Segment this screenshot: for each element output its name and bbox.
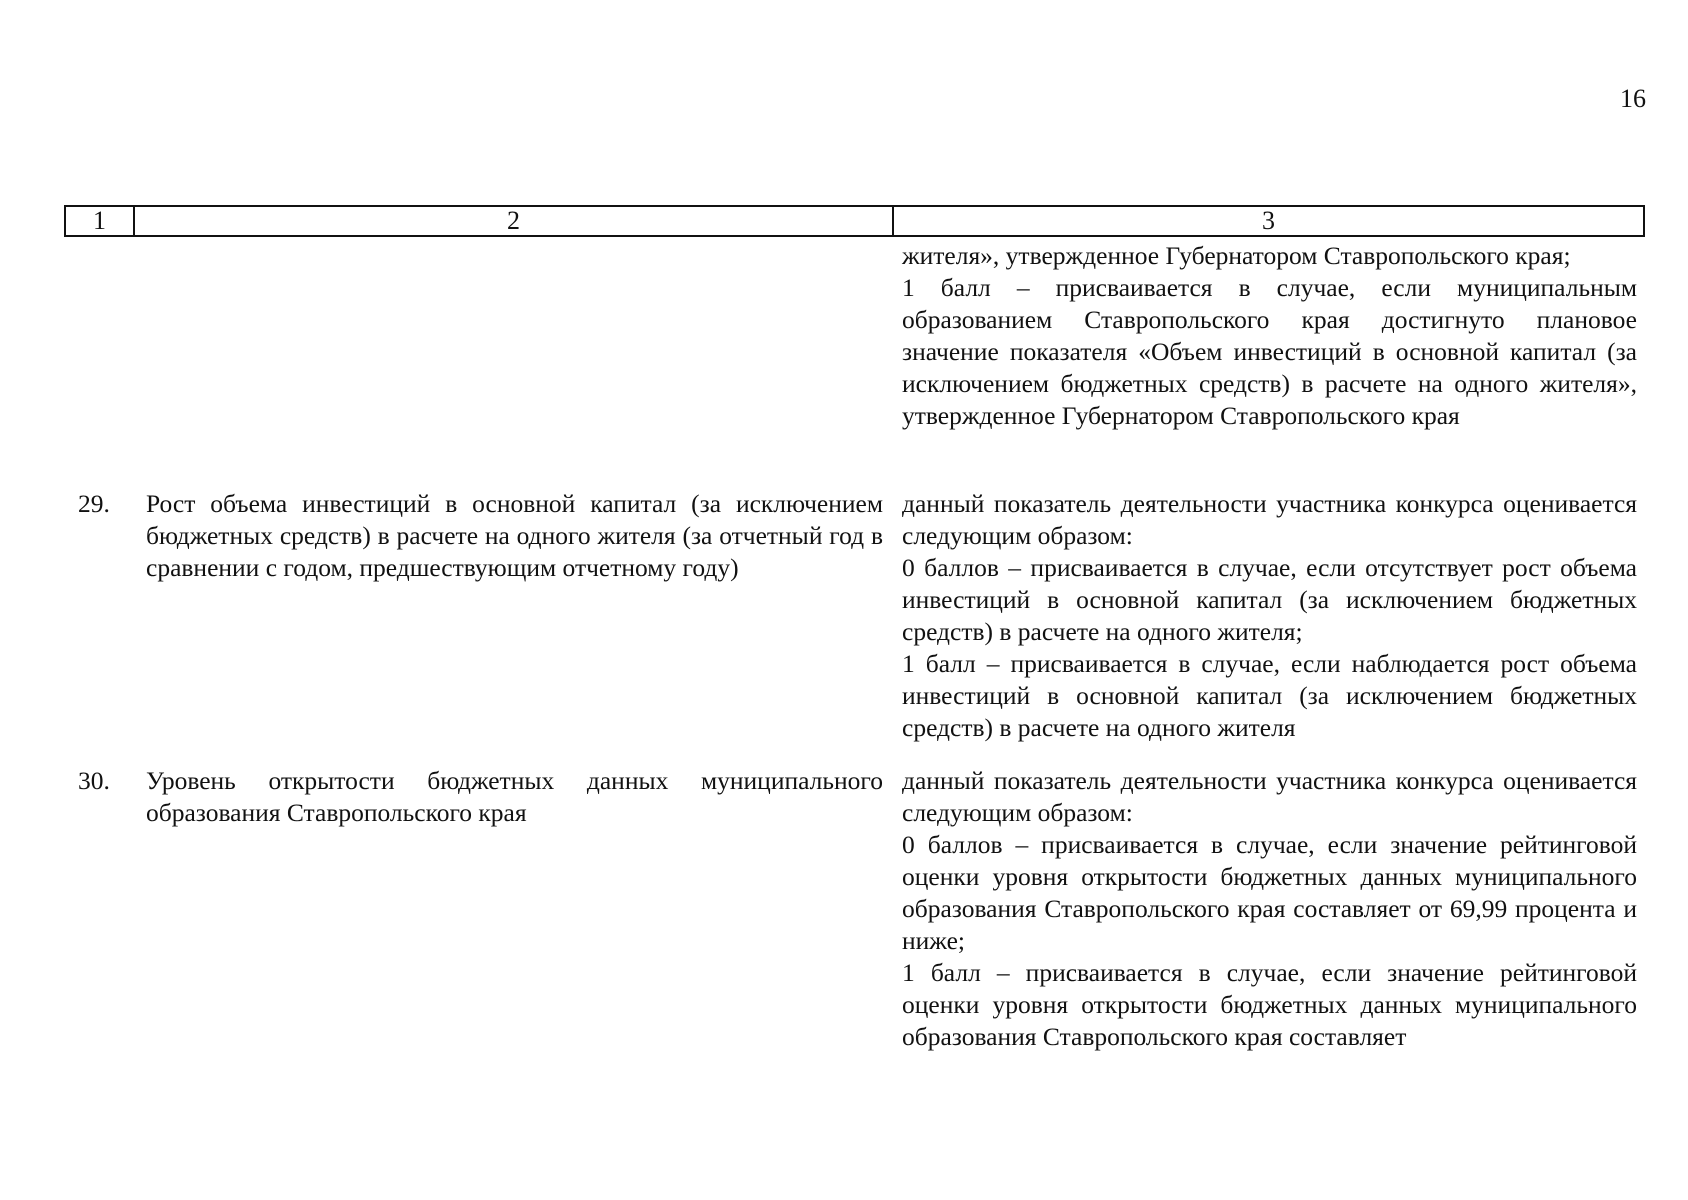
row-29-number: 29. — [78, 489, 110, 518]
row-30-evaluation: данный показатель деятельности участника конкурса оценивается следующим образом: 0 баллов – присваивается в случае, если значение рейтинговой оценки уровня открытости бюджетных данных муниципального образования Ставропольского края составляет от 69,99 процента и ниже; 1 балл – присваивается в случае, если значение рейтинговой оценки уровня открытости бюджетных данных муниципального образования Ставропольского края составляет — [902, 766, 1637, 1051]
table-header — [64, 205, 1645, 237]
header-col-3: 3 — [1262, 206, 1275, 235]
row-29-evaluation: данный показатель деятельности участника конкурса оценивается следующим образом: 0 баллов – присваивается в случае, если отсутствует рост объема инвестиций в основной капитал (за исключением бюджетных средств) в расчете на одного жителя; 1 балл – присваивается в случае, если наблюдается рост объема инвестиций в основной капитал (за исключением бюджетных средств) в расчете на одного жителя — [902, 489, 1637, 742]
header-col-1: 1 — [66, 207, 135, 235]
row-30-description: Уровень открытости бюджетных данных муниципального образования Ставропольского края — [146, 766, 883, 827]
header-col-2: 2 — [135, 207, 894, 235]
page-number: 16 — [1620, 84, 1646, 113]
row-30-number: 30. — [78, 766, 110, 795]
row-29-description: Рост объема инвестиций в основной капитал (за исключением бюджетных средств) в расчете на одного жителя (за отчетный год в сравнении с годом, предшествующим отчетному году) — [146, 489, 883, 582]
continuation-evaluation: жителя», утвержденное Губернатором Ставропольского края; 1 балл – присваивается в случае, если муниципальным образованием Ставропольского края достигнуто плановое значение показателя «Объем инвестиций в основной капитал (за исключением бюджетных средств) в расчете на одного жителя», утвержденное Губернатором Ставропольского края — [902, 241, 1637, 430]
